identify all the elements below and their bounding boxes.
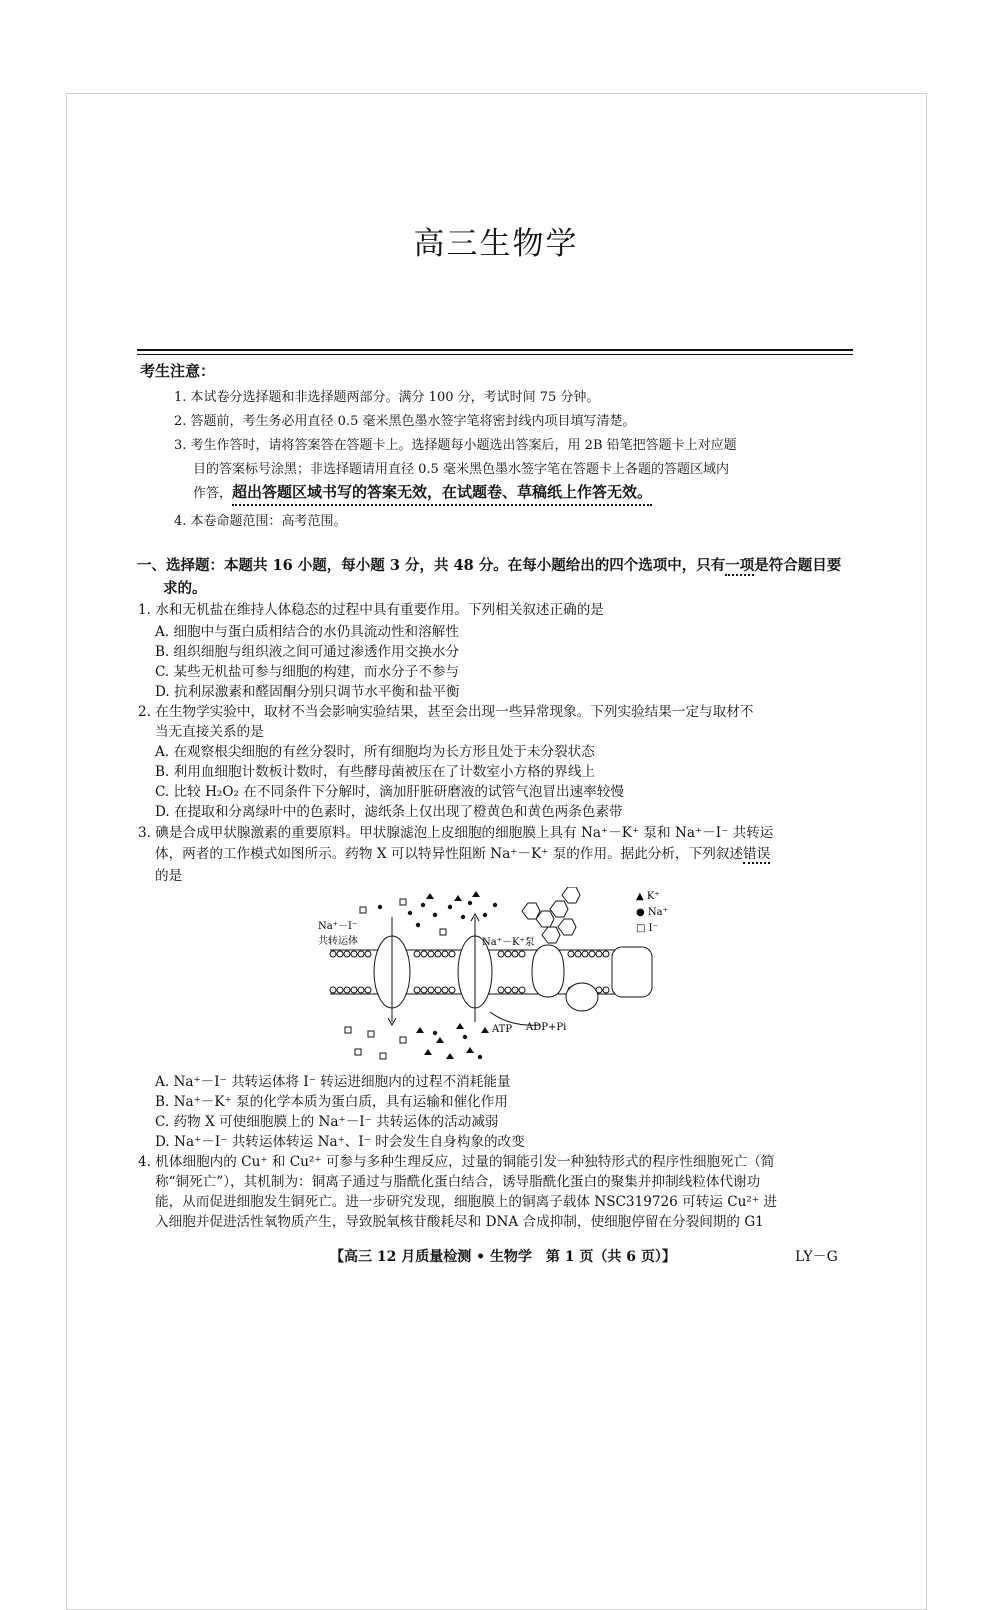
notice-item-3-cont: 目的答案标号涂黑；非选择题请用直径 0.5 毫米黑色墨水签字笔在答题卡上各题的答题区域内 — [193, 462, 729, 477]
section-heading — [137, 554, 841, 575]
q3-stem-end: 的是 — [155, 868, 183, 884]
notice-item-3-prefix: 作答， — [193, 486, 233, 501]
legend-sodium: ● Na⁺ — [636, 907, 668, 918]
q2-stem-cont: 当无直接关系的是 — [155, 724, 264, 740]
exam-title: 高三生物学 — [413, 226, 579, 262]
notice-item-1: 1. 本试卷分选择题和非选择题两部分。满分 100 分，考试时间 75 分钟。 — [174, 390, 600, 405]
q1-option-a: A. 细胞中与蛋白质相结合的水仍具流动性和溶解性 — [155, 624, 459, 640]
q2-option-d: D. 在提取和分离绿叶中的色素时，滤纸条上仅出现了橙黄色和黄色两条色素带 — [155, 804, 623, 820]
paper-code: LY－G — [795, 1249, 838, 1265]
legend-potassium: ▲ K⁺ — [636, 891, 660, 902]
q3-stem-cont — [155, 842, 770, 862]
channel-protein — [612, 947, 652, 997]
cotransporter-label-2: 共转运体 — [318, 936, 358, 947]
q3-option-c: C. 药物 X 可使细胞膜上的 Na⁺－I⁻ 共转运体的活动减弱 — [155, 1114, 499, 1130]
q3-option-a: A. Na⁺－I⁻ 共转运体将 I⁻ 转运进细胞内的过程不消耗能量 — [155, 1074, 511, 1090]
q4-line-2: 称“铜死亡”），其机制为：铜离子通过与脂酰化蛋白结合，诱导脂酰化蛋白的聚集并抑制线粒体代谢功 — [155, 1174, 761, 1190]
q1-option-c: C. 某些无机盐可参与细胞的构建，而水分子不参与 — [155, 664, 460, 680]
membrane-transport-diagram — [300, 887, 700, 1077]
notice-emphasis: 超出答题区域书写的答案无效，在试题卷、草稿纸上作答无效。 — [232, 483, 652, 506]
divider-thick — [137, 349, 853, 351]
cotransporter-label-1: Na⁺－I⁻ — [318, 921, 358, 932]
q1-option-d: D. 抗利尿激素和醛固酮分别只调节水平衡和盐平衡 — [155, 684, 460, 700]
q3-stem-emph: 错误 — [743, 846, 771, 862]
q2-option-a: A. 在观察根尖细胞的有丝分裂时，所有细胞均为长方形且处于未分裂状态 — [155, 744, 595, 760]
adp-label: ADP+Pi — [526, 1022, 567, 1033]
notice-item-3-end — [193, 481, 652, 502]
notice-item-3: 3. 考生作答时，请将答案答在答题卡上。选择题每小题选出答案后，用 2B 铅笔把答题卡上对应题 — [174, 438, 737, 453]
sugar-chain — [522, 887, 580, 943]
divider-thin — [137, 354, 853, 355]
q4-line-4: 入细胞并促进活性氧物质产生，导致脱氧核苷酸耗尽和 DNA 合成抑制，使细胞停留在分裂间期的 G1 — [155, 1214, 764, 1230]
q1-stem: 1. 水和无机盐在维持人体稳态的过程中具有重要作用。下列相关叙述正确的是 — [138, 602, 604, 618]
q3-option-d: D. Na⁺－I⁻ 共转运体转运 Na⁺、I⁻ 时会发生自身构象的改变 — [155, 1134, 525, 1150]
q2-stem: 2. 在生物学实验中，取材不当会影响实验结果，甚至会出现一些异常现象。下列实验结果一定与取材不 — [138, 704, 754, 720]
section-heading-emph: 一项 — [725, 557, 755, 574]
notice-item-4: 4. 本卷命题范围：高考范围。 — [174, 514, 347, 529]
q3-stem-cont-text: 体，两者的工作模式如图所示。药物 X 可以特异性阻断 Na⁺－K⁺ 泵的作用。据此分析，下列叙述 — [155, 846, 744, 862]
q2-option-c: C. 比较 H₂O₂ 在不同条件下分解时，滴加肝脏研磨液的试管气泡冒出速率较慢 — [155, 784, 624, 800]
q3-stem: 3. 碘是合成甲状腺激素的重要原料。甲状腺滤泡上皮细胞的细胞膜上具有 Na⁺－K⁺ 泵和 Na⁺－I⁻ 共转运 — [138, 825, 774, 841]
q1-option-b: B. 组织细胞与组织液之间可通过渗透作用交换水分 — [155, 644, 460, 660]
notice-item-2: 2. 答题前，考生务必用直径 0.5 毫米黑色墨水签字笔将密封线内项目填写清楚。 — [174, 414, 636, 429]
legend-iodide: □ I⁻ — [636, 923, 658, 934]
atp-label: ATP — [492, 1024, 513, 1035]
q4-line-3: 能，从而促进细胞发生铜死亡。进一步研究发现，细胞膜上的铜离子载体 NSC319726 可转运 Cu²⁺ 进 — [155, 1194, 777, 1210]
glycoprotein — [532, 945, 564, 997]
inside-ions — [345, 1023, 489, 1059]
pump-label: Na⁺－K⁺泵 — [482, 937, 535, 948]
outside-ions — [360, 891, 497, 935]
q3-option-b: B. Na⁺－K⁺ 泵的化学本质为蛋白质，具有运输和催化作用 — [155, 1094, 508, 1110]
section-heading-cont: 求的。 — [163, 580, 207, 597]
section-heading-a: 一、选择题：本题共 16 小题，每小题 3 分，共 48 分。在每小题给出的四个选项中，只有 — [137, 557, 726, 574]
page-footer: 【高三 12 月质量检测 • 生物学 第 1 页（共 6 页）】 — [330, 1249, 676, 1265]
peripheral-protein — [566, 983, 598, 1011]
q2-option-b: B. 利用血细胞计数板计数时，有些酵母菌被压在了计数室小方格的界线上 — [155, 764, 596, 780]
section-heading-c: 是符合题目要 — [754, 557, 842, 574]
q4-line-1: 4. 机体细胞内的 Cu⁺ 和 Cu²⁺ 可参与多种生理反应，过量的铜能引发一种独特形式的程序性细胞死亡（简 — [138, 1154, 775, 1170]
notice-heading: 考生注意： — [140, 362, 216, 380]
